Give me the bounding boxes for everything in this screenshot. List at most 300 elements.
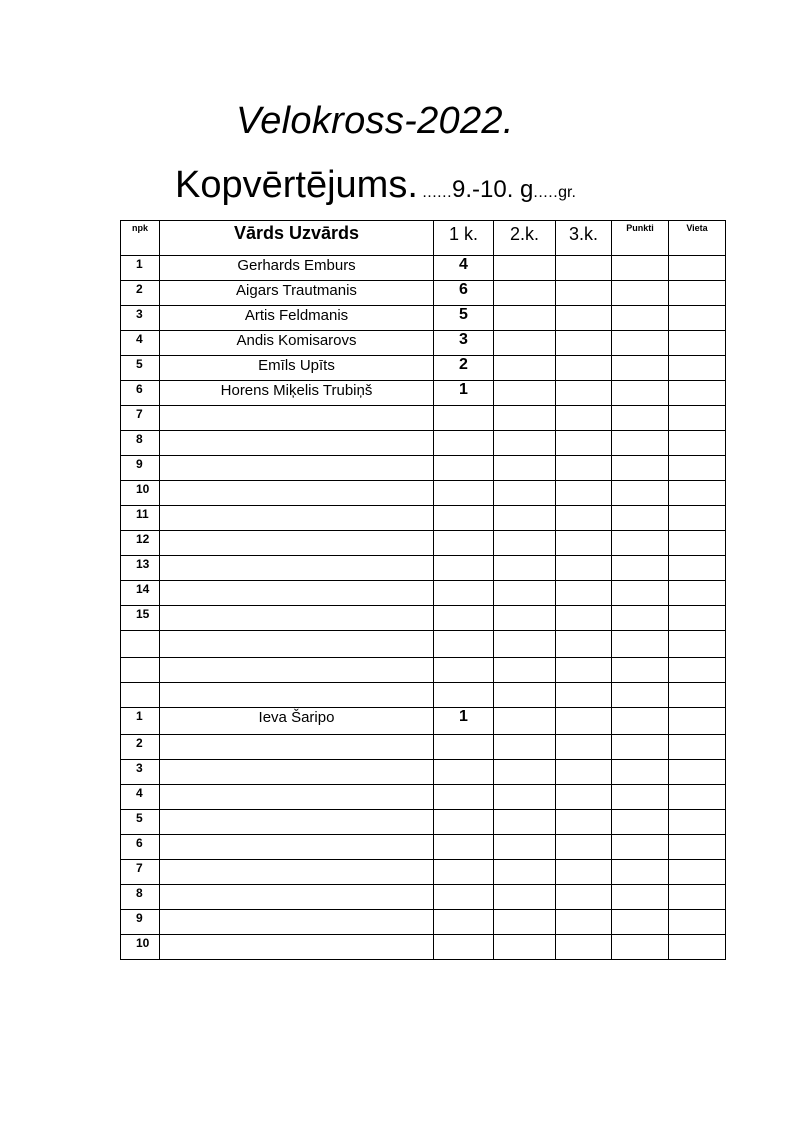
table-row: [121, 481, 726, 506]
cell-k2: [494, 481, 556, 506]
table-row: [121, 835, 726, 860]
cell-k3: [556, 531, 612, 556]
table-row: [121, 760, 726, 785]
cell-name-value: [160, 456, 433, 457]
cell-npk-value: 11: [136, 507, 149, 521]
cell-k3: [556, 456, 612, 481]
cell-k3: [556, 506, 612, 531]
cell-vieta: [669, 606, 726, 631]
cell-k1: [434, 735, 494, 760]
cell-k3: [556, 406, 612, 431]
cell-npk-value: 7: [136, 407, 143, 421]
cell-punkti: [612, 381, 669, 406]
cell-k3: [556, 835, 612, 860]
cell-k1: [434, 810, 494, 835]
cell-name-value: Artis Feldmanis: [244, 307, 349, 324]
cell-k1: [434, 556, 494, 581]
cell-npk: [121, 760, 160, 785]
header-k3: [556, 221, 612, 256]
cell-npk: [121, 860, 160, 885]
cell-name-value: [160, 760, 433, 761]
cell-vieta: [669, 481, 726, 506]
cell-name: [160, 785, 434, 810]
cell-k2: [494, 935, 556, 960]
subtitle-dots-2: .....: [533, 184, 559, 201]
cell-name: [160, 683, 434, 708]
cell-name: [160, 306, 434, 331]
cell-name-value: Gerhards Emburs: [237, 257, 356, 274]
cell-k1: [434, 356, 494, 381]
cell-k2: [494, 910, 556, 935]
table-row: [121, 658, 726, 683]
cell-vieta: [669, 835, 726, 860]
cell-name-value: [160, 606, 433, 607]
cell-npk-value: 14: [136, 582, 150, 596]
cell-npk-value: 12: [136, 532, 150, 546]
header-k1: [434, 221, 494, 256]
cell-npk-value: 5: [136, 357, 143, 371]
cell-k2: [494, 810, 556, 835]
cell-npk-value: [121, 683, 159, 684]
cell-npk-value: 10: [136, 936, 150, 950]
cell-k2: [494, 306, 556, 331]
cell-vieta: [669, 381, 726, 406]
cell-name: [160, 406, 434, 431]
cell-k2: [494, 331, 556, 356]
cell-k3: [556, 581, 612, 606]
cell-k1: [434, 506, 494, 531]
table-row: [121, 331, 726, 356]
cell-npk: [121, 581, 160, 606]
cell-k1: [434, 606, 494, 631]
cell-k1: [434, 406, 494, 431]
cell-npk-value: 15: [136, 607, 150, 621]
cell-vieta: [669, 910, 726, 935]
cell-k1: [434, 760, 494, 785]
cell-vieta: [669, 658, 726, 683]
cell-k2: [494, 785, 556, 810]
header-punkti: [612, 221, 669, 256]
cell-punkti: [612, 835, 669, 860]
cell-name: [160, 631, 434, 658]
cell-k1-value: 1: [459, 381, 468, 398]
cell-npk: [121, 658, 160, 683]
cell-vieta: [669, 683, 726, 708]
cell-npk-value: 7: [136, 861, 143, 875]
cell-npk-value: 4: [136, 786, 143, 800]
cell-vieta: [669, 281, 726, 306]
cell-k3: [556, 885, 612, 910]
cell-k3: [556, 785, 612, 810]
cell-k1-value: 4: [459, 256, 468, 273]
cell-npk: [121, 531, 160, 556]
cell-npk: [121, 281, 160, 306]
cell-vieta: [669, 760, 726, 785]
cell-vieta: [669, 506, 726, 531]
cell-npk-value: 9: [136, 911, 143, 925]
cell-k3: [556, 431, 612, 456]
table-header-row: [121, 221, 726, 256]
table-row: [121, 281, 726, 306]
cell-punkti: [612, 860, 669, 885]
cell-npk: [121, 631, 160, 658]
cell-name: [160, 860, 434, 885]
cell-k3: [556, 910, 612, 935]
cell-k3: [556, 256, 612, 281]
cell-k1: [434, 256, 494, 281]
cell-name-value: [160, 658, 433, 659]
cell-punkti: [612, 431, 669, 456]
cell-k3: [556, 683, 612, 708]
table-row: [121, 708, 726, 735]
table-row: [121, 810, 726, 835]
cell-k3: [556, 658, 612, 683]
cell-npk: [121, 306, 160, 331]
cell-k1: [434, 581, 494, 606]
cell-punkti: [612, 481, 669, 506]
cell-npk-value: 1: [136, 257, 143, 271]
cell-name-value: [160, 531, 433, 532]
cell-punkti: [612, 281, 669, 306]
cell-name: [160, 810, 434, 835]
table-row: [121, 381, 726, 406]
cell-k2: [494, 556, 556, 581]
cell-name: [160, 708, 434, 735]
subtitle-gr: gr.: [558, 184, 576, 201]
cell-k3: [556, 935, 612, 960]
cell-name-value: [160, 406, 433, 407]
cell-k1: [434, 835, 494, 860]
cell-k2: [494, 356, 556, 381]
cell-k1: [434, 381, 494, 406]
cell-name: [160, 431, 434, 456]
cell-k3: [556, 331, 612, 356]
cell-k1-value: 5: [459, 306, 468, 323]
table-row: [121, 631, 726, 658]
cell-vieta: [669, 581, 726, 606]
table-row: [121, 606, 726, 631]
cell-name-value: [160, 431, 433, 432]
cell-k3: [556, 481, 612, 506]
cell-vieta: [669, 331, 726, 356]
cell-k3: [556, 760, 612, 785]
cell-name: [160, 581, 434, 606]
cell-name-value: Emīls Upīts: [258, 357, 335, 374]
cell-k1: [434, 481, 494, 506]
cell-k2: [494, 456, 556, 481]
cell-k2: [494, 531, 556, 556]
cell-name: [160, 531, 434, 556]
cell-name: [160, 658, 434, 683]
cell-npk-value: 5: [136, 811, 143, 825]
cell-k1: [434, 331, 494, 356]
cell-npk: [121, 683, 160, 708]
cell-npk: [121, 785, 160, 810]
cell-name: [160, 556, 434, 581]
header-punkti-label: Punkti: [626, 223, 654, 233]
table-row: [121, 785, 726, 810]
cell-punkti: [612, 910, 669, 935]
cell-vieta: [669, 531, 726, 556]
cell-npk: [121, 708, 160, 735]
cell-punkti: [612, 810, 669, 835]
cell-k3: [556, 306, 612, 331]
cell-name: [160, 356, 434, 381]
cell-vieta: [669, 708, 726, 735]
cell-name: [160, 481, 434, 506]
cell-k1-value: 2: [459, 356, 468, 373]
cell-npk-value: 9: [136, 457, 143, 471]
cell-npk-value: 8: [136, 432, 143, 446]
cell-npk: [121, 406, 160, 431]
cell-name: [160, 506, 434, 531]
cell-name-value: Horens Miķelis Trubiņš: [220, 382, 373, 399]
cell-k3: [556, 708, 612, 735]
cell-name: [160, 835, 434, 860]
table-row: [121, 431, 726, 456]
cell-npk-value: 1: [136, 709, 143, 723]
cell-name-value: [160, 631, 433, 632]
cell-k3: [556, 631, 612, 658]
cell-k3: [556, 381, 612, 406]
cell-k3: [556, 356, 612, 381]
cell-name: [160, 381, 434, 406]
cell-punkti: [612, 306, 669, 331]
cell-name-value: [160, 581, 433, 582]
cell-npk-value: [121, 631, 159, 632]
cell-npk-value: 10: [136, 482, 150, 496]
cell-vieta: [669, 860, 726, 885]
cell-npk: [121, 256, 160, 281]
cell-k1: [434, 910, 494, 935]
cell-name-value: [160, 810, 433, 811]
cell-npk: [121, 556, 160, 581]
cell-npk: [121, 456, 160, 481]
cell-name: [160, 935, 434, 960]
cell-punkti: [612, 708, 669, 735]
header-npk-label: npk: [131, 223, 148, 233]
cell-name-value: [160, 481, 433, 482]
cell-vieta: [669, 456, 726, 481]
header-k1-label: 1 k.: [448, 224, 478, 244]
table-row: [121, 506, 726, 531]
cell-vieta: [669, 935, 726, 960]
cell-k2: [494, 256, 556, 281]
cell-k2: [494, 281, 556, 306]
header-name: [160, 221, 434, 256]
cell-npk: [121, 356, 160, 381]
cell-name: [160, 281, 434, 306]
table-row: [121, 356, 726, 381]
cell-npk-value: 3: [136, 761, 143, 775]
results-table: [120, 220, 726, 960]
cell-punkti: [612, 760, 669, 785]
cell-npk-value: 13: [136, 557, 150, 571]
cell-npk-value: 8: [136, 886, 143, 900]
header-k3-label: 3.k.: [568, 224, 598, 244]
cell-name-value: [160, 785, 433, 786]
cell-k3: [556, 556, 612, 581]
cell-npk-value: 2: [136, 282, 143, 296]
subtitle-main: Kopvērtējums.: [175, 164, 418, 206]
cell-k3: [556, 606, 612, 631]
cell-k1: [434, 658, 494, 683]
cell-k1: [434, 456, 494, 481]
cell-k1: [434, 785, 494, 810]
cell-npk: [121, 331, 160, 356]
cell-vieta: [669, 785, 726, 810]
subtitle-group: 9.-10. g: [452, 176, 534, 203]
cell-vieta: [669, 306, 726, 331]
cell-k2: [494, 606, 556, 631]
document-title: Velokross-2022.: [236, 100, 514, 142]
cell-npk: [121, 935, 160, 960]
cell-name-value: Ieva Šaripo: [258, 709, 335, 726]
cell-punkti: [612, 631, 669, 658]
cell-npk-value: 4: [136, 332, 143, 346]
table-row: [121, 581, 726, 606]
cell-k2: [494, 835, 556, 860]
cell-name-value: [160, 683, 433, 684]
cell-k2: [494, 735, 556, 760]
cell-name-value: [160, 910, 433, 911]
table-row: [121, 456, 726, 481]
cell-k2: [494, 760, 556, 785]
cell-npk: [121, 606, 160, 631]
cell-k3: [556, 810, 612, 835]
cell-npk: [121, 810, 160, 835]
cell-name-value: [160, 506, 433, 507]
cell-name: [160, 256, 434, 281]
cell-k1: [434, 885, 494, 910]
cell-name-value: [160, 735, 433, 736]
cell-k1-value: 3: [459, 331, 468, 348]
cell-npk: [121, 910, 160, 935]
table-row: [121, 406, 726, 431]
cell-name-value: [160, 835, 433, 836]
cell-k1: [434, 431, 494, 456]
cell-k2: [494, 406, 556, 431]
cell-punkti: [612, 556, 669, 581]
table-row: [121, 910, 726, 935]
cell-name: [160, 331, 434, 356]
cell-k2: [494, 683, 556, 708]
table-row: [121, 531, 726, 556]
cell-k1: [434, 631, 494, 658]
cell-punkti: [612, 531, 669, 556]
cell-punkti: [612, 658, 669, 683]
cell-k2: [494, 658, 556, 683]
cell-k2: [494, 885, 556, 910]
cell-k2: [494, 431, 556, 456]
header-npk: [121, 221, 160, 256]
table-row: [121, 556, 726, 581]
subtitle-dots-1: ......: [422, 184, 453, 201]
cell-k1-value: 6: [459, 281, 468, 298]
table-row: [121, 735, 726, 760]
document-subtitle: [175, 164, 576, 207]
cell-name-value: Andis Komisarovs: [236, 332, 357, 349]
cell-punkti: [612, 606, 669, 631]
cell-k1: [434, 935, 494, 960]
cell-vieta: [669, 631, 726, 658]
cell-name-value: [160, 860, 433, 861]
cell-name-value: [160, 935, 433, 936]
cell-name-value: Aigars Trautmanis: [236, 282, 357, 299]
cell-vieta: [669, 556, 726, 581]
cell-punkti: [612, 406, 669, 431]
cell-k3: [556, 735, 612, 760]
cell-vieta: [669, 885, 726, 910]
table-row: [121, 885, 726, 910]
cell-name-value: [160, 556, 433, 557]
cell-punkti: [612, 331, 669, 356]
cell-vieta: [669, 810, 726, 835]
cell-npk: [121, 885, 160, 910]
cell-name: [160, 735, 434, 760]
cell-npk: [121, 735, 160, 760]
cell-k1: [434, 281, 494, 306]
cell-k2: [494, 860, 556, 885]
cell-name: [160, 760, 434, 785]
header-k2-label: 2.k.: [509, 224, 539, 244]
header-name-label: Vārds Uzvārds: [233, 223, 360, 243]
cell-name: [160, 885, 434, 910]
cell-npk: [121, 431, 160, 456]
cell-vieta: [669, 406, 726, 431]
table-row: [121, 256, 726, 281]
cell-npk: [121, 506, 160, 531]
cell-vieta: [669, 256, 726, 281]
cell-k1: [434, 708, 494, 735]
cell-k3: [556, 281, 612, 306]
cell-npk: [121, 835, 160, 860]
cell-k1: [434, 306, 494, 331]
cell-vieta: [669, 431, 726, 456]
table-row: [121, 860, 726, 885]
header-vieta: [669, 221, 726, 256]
cell-npk-value: [121, 658, 159, 659]
cell-npk-value: 6: [136, 836, 143, 850]
table-row: [121, 683, 726, 708]
cell-k1: [434, 683, 494, 708]
cell-name-value: [160, 885, 433, 886]
cell-vieta: [669, 735, 726, 760]
cell-k2: [494, 506, 556, 531]
table-row: [121, 935, 726, 960]
cell-k2: [494, 631, 556, 658]
cell-name: [160, 910, 434, 935]
cell-name: [160, 606, 434, 631]
cell-name: [160, 456, 434, 481]
cell-k3: [556, 860, 612, 885]
cell-k1: [434, 860, 494, 885]
cell-k2: [494, 708, 556, 735]
cell-punkti: [612, 456, 669, 481]
cell-npk: [121, 481, 160, 506]
header-k2: [494, 221, 556, 256]
cell-punkti: [612, 885, 669, 910]
cell-punkti: [612, 785, 669, 810]
table-row: [121, 306, 726, 331]
cell-npk-value: 6: [136, 382, 143, 396]
cell-npk-value: 2: [136, 736, 143, 750]
cell-k2: [494, 581, 556, 606]
cell-punkti: [612, 935, 669, 960]
cell-punkti: [612, 356, 669, 381]
cell-k1: [434, 531, 494, 556]
cell-k1-value: 1: [459, 708, 468, 725]
